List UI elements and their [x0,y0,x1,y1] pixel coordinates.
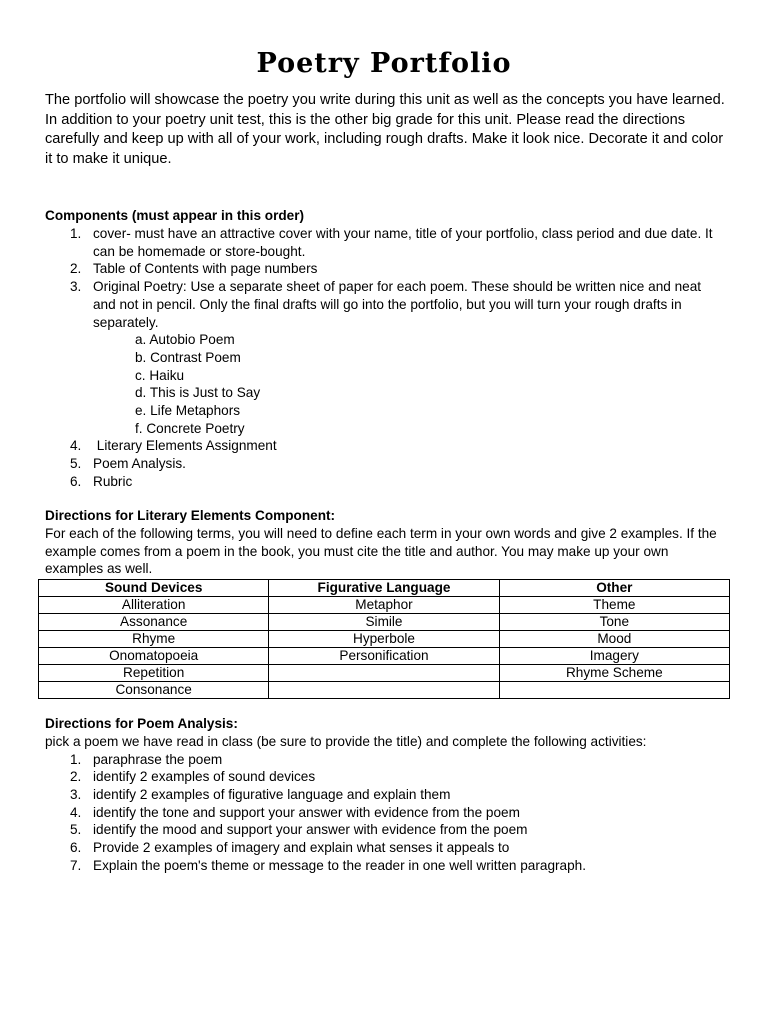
table-cell [269,682,499,699]
list-item: 2. identify 2 examples of sound devices [70,769,316,785]
table-cell [499,682,729,699]
sublist-item: a. Autobio Poem [135,332,235,348]
table-cell: Onomatopoeia [39,648,269,665]
table-cell: Imagery [499,648,729,665]
literary-section [45,507,720,578]
list-item: 4. identify the tone and support your answer with evidence from the poem [70,804,520,820]
sublist-item: c. Haiku [135,367,185,383]
table-cell: Repetition [39,665,269,682]
components-heading: Components (must appear in this order) [45,208,305,223]
table-cell: Rhyme Scheme [499,665,729,682]
table-cell: Mood [499,631,729,648]
list-item: 4. Literary Elements Assignment [70,438,277,454]
sublist-item: f. Concrete Poetry [135,420,245,436]
table-cell: Simile [269,614,499,631]
list-item: 1. paraphrase the poem [70,751,223,767]
list-item: 1. cover- must have an attractive cover with your name, title of your portfolio, class period and due date. It can be homemade or store-bought. [70,226,713,259]
sublist-item: d. This is Just to Say [135,385,261,401]
list-item: 7. Explain the poem's theme or message to the reader in one well written paragraph. [70,857,586,873]
page-title: Poetry Portfolio [256,48,512,79]
column-header: Sound Devices [39,580,269,597]
analysis-list [45,751,725,875]
table-cell: Theme [499,597,729,614]
list-item: 6. Provide 2 examples of imagery and explain what senses it appeals to [70,840,510,856]
table-cell: Tone [499,614,729,631]
list-item: 3. Original Poetry: Use a separate sheet of paper for each poem. These should be written nice and neat and not in pencil. Only the final drafts will go into the portfolio, but you will turn your rough drafts in separately. a. Autobio Poem b. Contrast Poem c. Haiku d. This is Just to Say e. Life Metaphors f. Concrete Poetry [45,278,725,437]
list-item: 5. identify the mood and support your answer with evidence from the poem [70,822,528,838]
column-header: Other [499,580,729,597]
poem-sublist [45,331,725,437]
column-header: Figurative Language [269,580,499,597]
table-cell: Hyperbole [269,631,499,648]
table-row [39,665,730,682]
analysis-heading: Directions for Poem Analysis: [45,716,238,731]
table-row [39,597,730,614]
table-row [39,614,730,631]
table-row [39,682,730,699]
table-row [39,631,730,648]
table-cell: Consonance [39,682,269,699]
table-cell: Assonance [39,614,269,631]
list-item: 6. Rubric [70,473,133,489]
table-cell: Alliteration [39,597,269,614]
analysis-section [45,715,725,874]
intro-paragraph: The portfolio will showcase the poetry you write during this unit as well as the concepts you have learned. In addition to your poetry unit test, this is the other big grade for this unit. Please read the directions carefully and keep up with all of your work, including rough drafts. Make it look nice. Decorate it and color it to make it unique. [45,92,725,167]
table-header-row [39,580,730,597]
table-cell: Personification [269,648,499,665]
table-row [39,648,730,665]
list-item: 3. identify 2 examples of figurative language and explain them [70,786,451,802]
literary-heading: Directions for Literary Elements Component: [45,508,336,523]
components-section [45,207,725,491]
analysis-directions: pick a poem we have read in class (be sure to provide the title) and complete the following activities: [45,734,647,749]
list-item: 2. Table of Contents with page numbers [70,261,318,277]
table-cell [269,665,499,682]
table-cell: Rhyme [39,631,269,648]
table-cell: Metaphor [269,597,499,614]
sublist-item: b. Contrast Poem [135,349,241,365]
components-list [45,225,725,491]
list-item: 5. Poem Analysis. [70,456,186,472]
sublist-item: e. Life Metaphors [135,403,241,419]
literary-directions: For each of the following terms, you will need to define each term in your own words and give 2 examples. If the example comes from a poem in the book, you must cite the title and author. You may make up your own examples as well. [45,526,717,576]
terms-table [38,579,730,699]
